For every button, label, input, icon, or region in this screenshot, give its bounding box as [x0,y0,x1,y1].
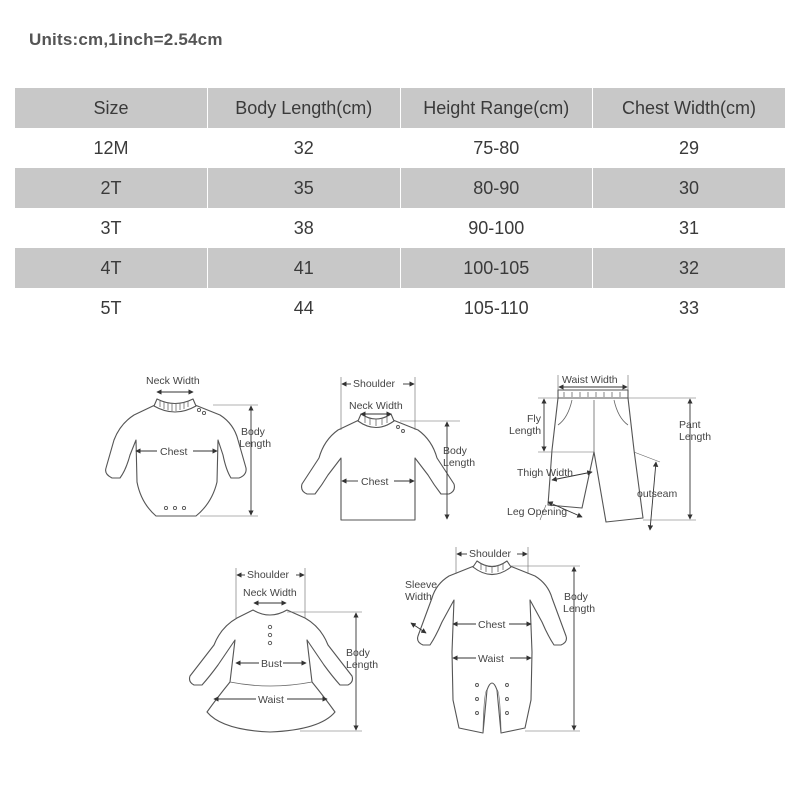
cell-size: 2T [15,168,208,208]
label-fly-length: Length [509,425,542,437]
label-fly: Fly [527,413,541,425]
label-shoulder: Shoulder [353,378,396,390]
table-row [15,288,785,328]
pants-waistband [558,390,628,398]
label-thigh-width: Thigh Width [517,467,574,479]
label-length: Length [239,438,272,450]
cell-size: 12M [15,128,208,168]
label-outseam: outseam [637,488,678,500]
romper-diagram [405,547,595,733]
cell-body-length: 32 [208,128,401,168]
label-neck-width: Neck Width [243,587,297,599]
cell-body-length: 44 [208,288,401,328]
label-chest: Chest [478,619,506,631]
label-neck-width: Neck Width [349,400,403,412]
table-row [15,128,785,168]
cell-body-length: 35 [208,168,401,208]
bodysuit-diagram [106,375,272,516]
label-length: Length [563,603,596,615]
top-outline [302,420,455,520]
top-diagram [302,377,476,520]
cell-chest-width: 31 [593,208,786,248]
romper-outline [418,566,567,733]
label-shoulder: Shoulder [247,569,290,581]
cell-body-length: 41 [208,248,401,288]
label-waist: Waist [258,694,284,706]
label-length: Length [346,659,379,671]
label-body: Body [443,445,467,457]
table-row [15,208,785,248]
label-length: Length [443,457,476,469]
size-chart-table [15,88,785,328]
label-shoulder: Shoulder [469,548,512,560]
header-chest-width: Chest Width(cm) [593,88,786,128]
cell-height-range: 100-105 [400,248,593,288]
cell-size: 3T [15,208,208,248]
table-header-row [15,88,785,128]
label-pant-length: Length [679,431,712,443]
label-bust: Bust [261,658,283,670]
label-sleeve: Sleeve [405,579,438,591]
header-body-length: Body Length(cm) [208,88,401,128]
pants-diagram [507,374,711,530]
cell-body-length: 38 [208,208,401,248]
label-chest: Chest [361,476,389,488]
label-body: Body [564,591,588,603]
cell-height-range: 80-90 [400,168,593,208]
cell-height-range: 105-110 [400,288,593,328]
label-waist: Waist [478,653,504,665]
cell-height-range: 75-80 [400,128,593,168]
header-size: Size [15,88,208,128]
label-sleeve-width: Width [405,591,432,603]
cell-height-range: 90-100 [400,208,593,248]
cell-size: 5T [15,288,208,328]
cell-chest-width: 33 [593,288,786,328]
table-row [15,248,785,288]
label-chest: Chest [160,446,188,458]
label-waist-width: Waist Width [562,374,618,386]
cell-chest-width: 30 [593,168,786,208]
units-note: Units:cm,1inch=2.54cm [29,30,223,49]
label-body: Body [346,647,370,659]
dress-diagram [190,568,379,732]
label-neck-width: Neck Width [146,375,200,387]
measurement-diagrams [0,360,800,800]
pants-outline [548,398,643,522]
label-leg-opening: Leg Opening [507,506,568,518]
header-height-range: Height Range(cm) [400,88,593,128]
label-body: Body [241,426,265,438]
bodysuit-outline [106,405,247,516]
cell-chest-width: 29 [593,128,786,168]
label-pant: Pant [679,419,701,431]
cell-chest-width: 32 [593,248,786,288]
table-row [15,168,785,208]
cell-size: 4T [15,248,208,288]
